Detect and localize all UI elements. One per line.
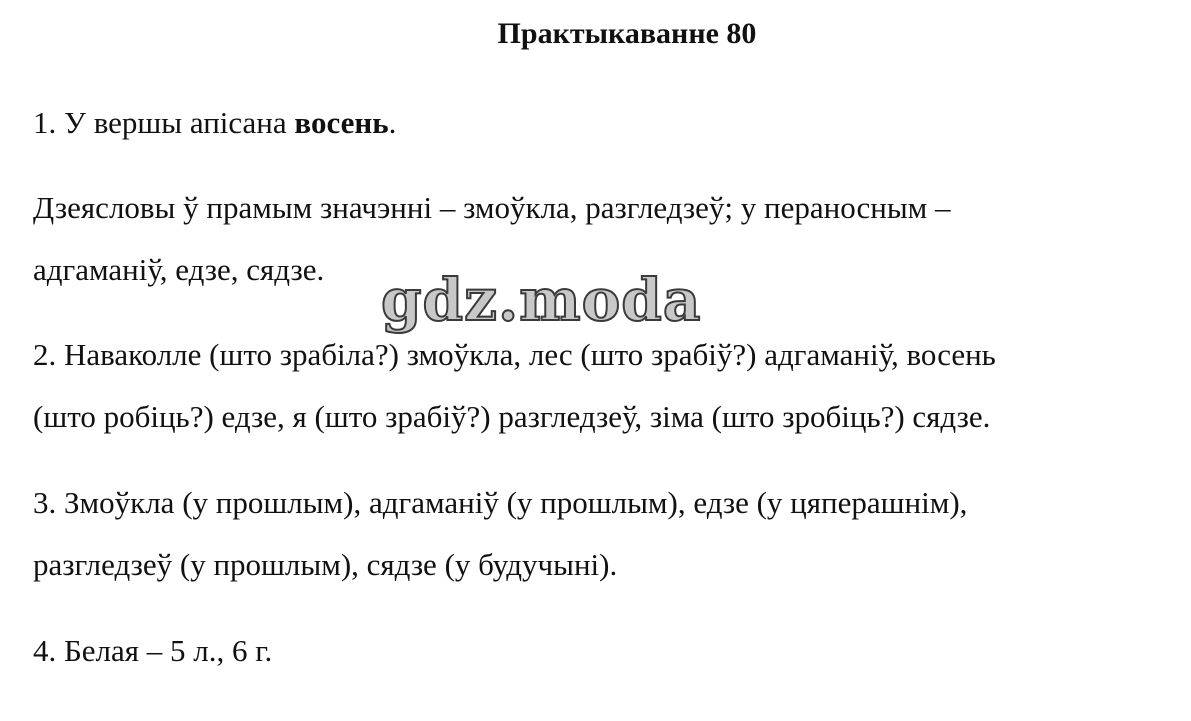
verbs-meaning-line-2: адгаманіў, едзе, сядзе. (33, 252, 325, 287)
answer-1-text: 1. У вершы апісана (33, 105, 295, 140)
answer-4-line-1: 4. Белая – 5 л., 6 г. (33, 633, 273, 668)
verbs-meaning-paragraph (33, 177, 1171, 301)
page-title: Практыкаванне 80 (497, 17, 757, 50)
answer-1-period: . (388, 105, 397, 140)
answer-3-line-2: разгледзеў (у прошлым), сядзе (у будучыні). (33, 547, 618, 582)
answer-2-line-2: (што робіць?) едзе, я (што зрабіў?) разгледзеў, зіма (што зробіць?) сядзе. (33, 399, 991, 434)
answer-3-paragraph (33, 472, 1171, 596)
answer-2-paragraph (33, 324, 1171, 448)
answer-1-line (33, 92, 1171, 154)
answer-2-line-1: 2. Наваколле (што зрабіла?) змоўкла, лес (што зрабіў?) адгаманіў, восень (33, 337, 996, 372)
answer-1-paragraph (33, 92, 1171, 154)
answer-4-paragraph (33, 620, 1171, 682)
answer-3-line-1: 3. Змоўкла (у прошлым), адгаманіў (у прошлым), едзе (у цяперашнім), (33, 485, 968, 520)
answer-1-bold-word: восень (294, 105, 389, 140)
verbs-meaning-line-1: Дзеясловы ў прамым значэнні – змоўкла, разгледзеў; у пераносным – (33, 190, 951, 225)
watermark-logo: gdz.moda (381, 266, 702, 334)
